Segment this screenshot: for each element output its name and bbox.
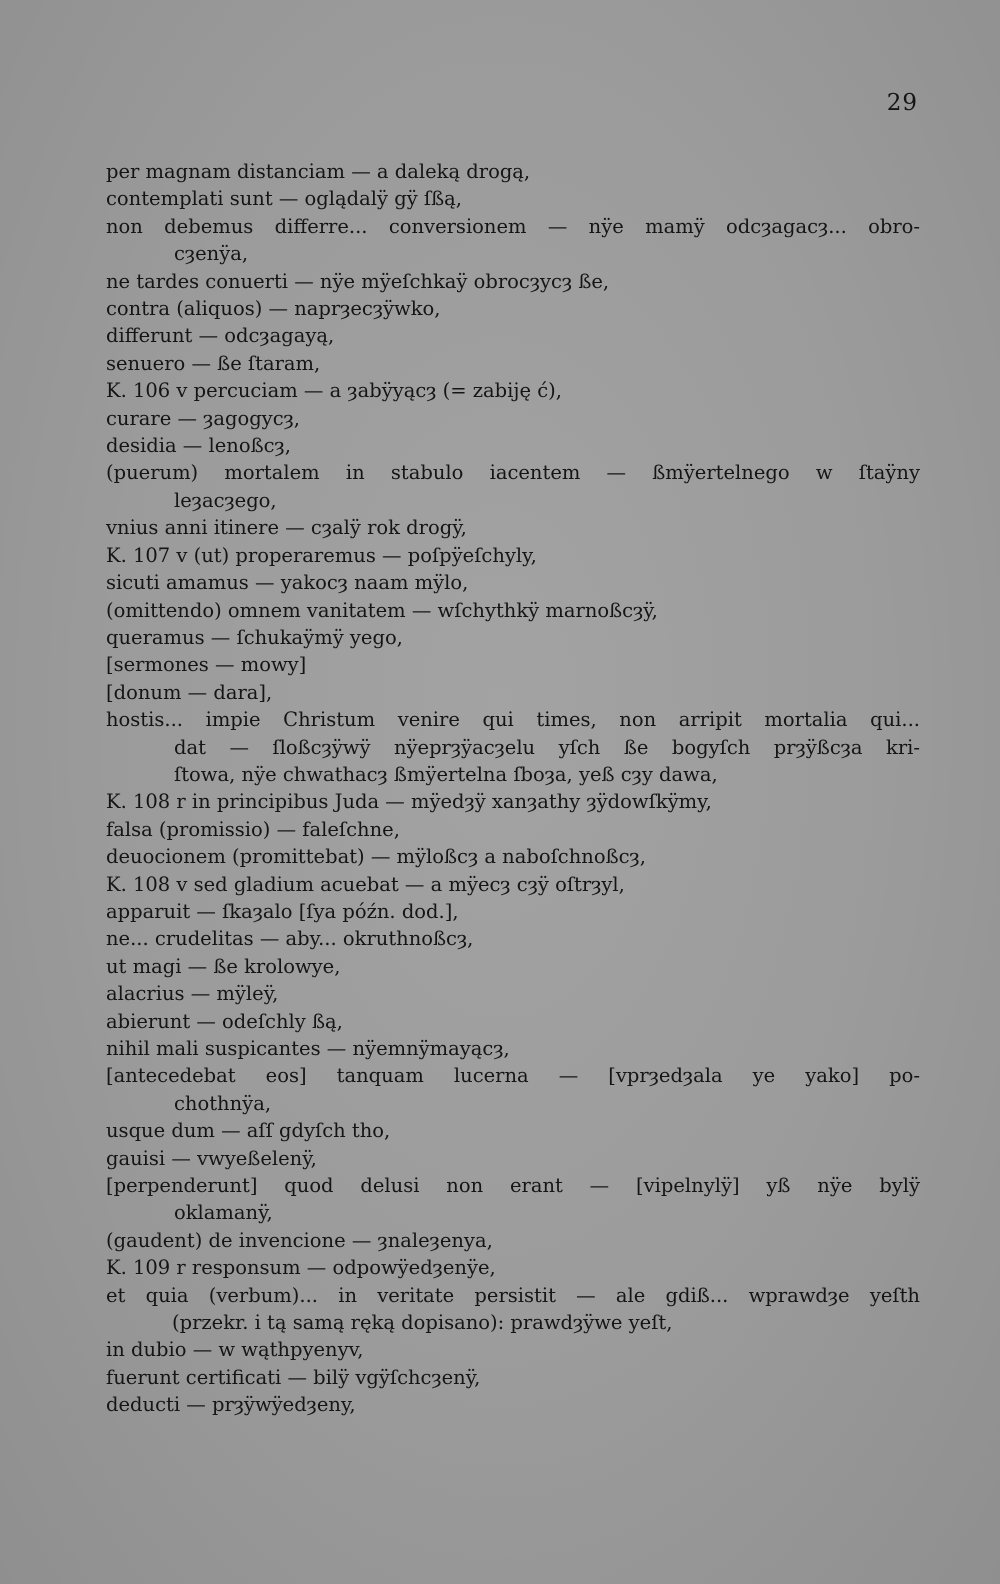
text-line-continuation: ſtowa, nÿe chwathacȝ ßmÿertelna ſboȝa, yeß cȝy dawa,: [174, 762, 718, 786]
page-number: 29: [886, 90, 918, 116]
text-line-continuation: oklamanÿ,: [174, 1201, 273, 1225]
text-line-continuation: leȝacȝego,: [174, 488, 277, 512]
text-line: K. 108 v sed gladium acuebat — a mÿecȝ cȝÿ oſtrȝyl,: [106, 872, 625, 896]
text-line: in dubio — w wąthpyenyv,: [106, 1338, 364, 1362]
text-line-continuation: (przekr. i tą samą ręką dopisano): prawdȝÿwe yeſt,: [172, 1311, 673, 1335]
text-line: usque dum — aſſ gdyſch tho,: [106, 1119, 391, 1143]
text-line: alacrius — mÿleÿ,: [106, 982, 279, 1006]
text-line: per magnam distanciam — a daleką drogą,: [106, 160, 531, 183]
text-line: hostis... impie Christum venire qui times, non arripit mortalia qui...: [106, 708, 920, 732]
text-line: senuero — ße ſtaram,: [106, 351, 321, 375]
text-line: nihil mali suspicantes — nÿemnÿmayącȝ,: [106, 1037, 510, 1060]
text-line: apparuit — ſkaȝalo [ſya późn. dod.],: [106, 899, 459, 923]
text-line: desidia — lenoßcȝ,: [106, 434, 291, 458]
text-line: (gaudent) de invencione — ȝnaleȝenya,: [106, 1228, 493, 1252]
text-line: K. 106 v percuciam — a ȝabÿyącȝ (= zabiję ć),: [106, 379, 562, 403]
text-line: gauisi — vwyeßelenÿ,: [106, 1146, 317, 1170]
text-line: ut magi — ße krolowye,: [106, 954, 341, 978]
text-line: abierunt — odeſchly ßą,: [106, 1009, 343, 1033]
glossary-text: [106, 158, 920, 1419]
text-line: curare — ȝagogycȝ,: [106, 406, 300, 430]
text-line-continuation: cȝenÿa,: [174, 242, 249, 266]
text-line: et quia (verbum)... in veritate persistit — ale gdiß... wprawdȝe yeſth: [106, 1283, 920, 1307]
text-line: [donum — dara],: [106, 680, 273, 704]
text-line: differunt — odcȝagayą,: [106, 324, 335, 348]
text-line: queramus — ſchukaÿmÿ yego,: [106, 625, 403, 649]
text-line: [sermones — mowy]: [106, 653, 307, 677]
text-line: (omittendo) omnem vanitatem — wſchythkÿ marnoßcȝÿ,: [106, 598, 658, 622]
text-line: deducti — prȝÿwÿedȝeny,: [106, 1393, 356, 1417]
text-line: K. 109 r responsum — odpowÿedȝenÿe,: [106, 1256, 496, 1280]
text-line: K. 107 v (ut) properaremus — poſpÿeſchyly,: [106, 543, 537, 567]
text-line: K. 108 r in principibus Juda — mÿedȝÿ xanȝathy ȝÿdowſkÿmy,: [106, 790, 712, 814]
text-line-continuation: chothnÿa,: [174, 1091, 272, 1115]
text-line: vnius anni itinere — cȝalÿ rok drogÿ,: [106, 516, 467, 540]
text-line-continuation: dat — ſloßcȝÿwÿ nÿeprȝÿacȝelu yſch ße bogyſch prȝÿßcȝa kri-: [174, 735, 920, 759]
text-line: (puerum) mortalem in stabulo iacentem — ßmÿertelnego w ſtaÿny: [106, 461, 920, 485]
text-line: [antecedebat eos] tanquam lucerna — [vprȝedȝala ye yako] po-: [106, 1064, 920, 1088]
text-line: contra (aliquos) — naprȝecȝÿwko,: [106, 297, 441, 321]
text-line: sicuti amamus — yakocȝ naam mÿlo,: [106, 571, 469, 595]
text-line: fuerunt certificati — bilÿ vgÿſchcȝenÿ,: [106, 1365, 481, 1389]
text-line: falsa (promissio) — faleſchne,: [106, 817, 400, 841]
text-line: contemplati sunt — oglądalÿ gÿ ſßą,: [106, 187, 462, 211]
text-line: [perpenderunt] quod delusi non erant — [vipelnylÿ] yß nÿe bylÿ: [106, 1174, 920, 1198]
text-line: ne... crudelitas — aby... okruthnoßcȝ,: [106, 927, 474, 951]
text-line: non debemus differre... conversionem — nÿe mamÿ odcȝagacȝ... obro-: [106, 214, 920, 238]
text-line: deuocionem (promittebat) — mÿloßcȝ a naboſchnoßcȝ,: [106, 845, 646, 869]
text-line: ne tardes conuerti — nÿe mÿeſchkaÿ obrocȝycȝ ße,: [106, 269, 610, 293]
